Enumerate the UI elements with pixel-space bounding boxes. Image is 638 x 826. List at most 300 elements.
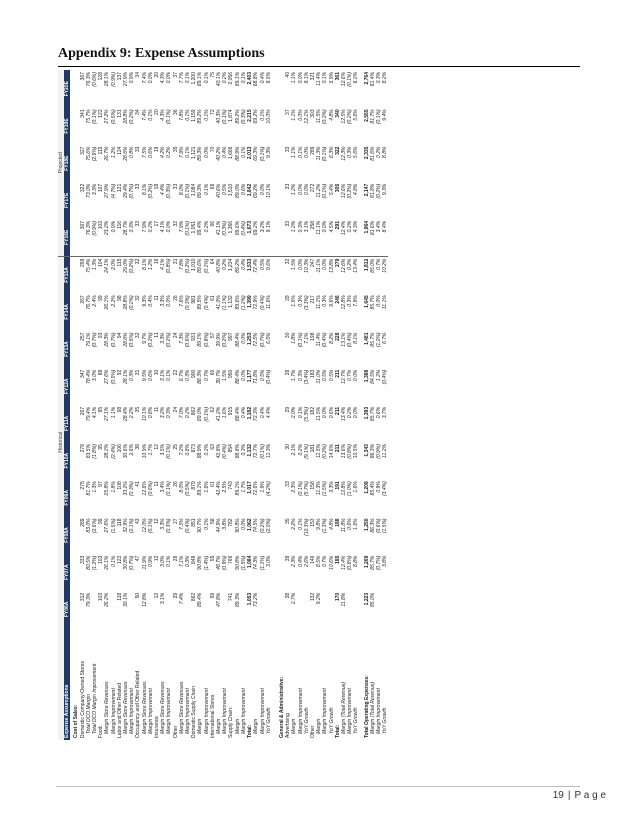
table-cell: 12.8% [340, 295, 347, 310]
table-cell: 8.8% [382, 146, 389, 158]
table-cell: 12.8% [141, 592, 148, 607]
table-cell: 0.9% [129, 72, 136, 84]
table-cell: 0.1% [297, 146, 304, 158]
table-cell: 24.1% [104, 258, 111, 273]
table-cell: 6.7% [382, 332, 389, 344]
table-cell: 0.1% [259, 109, 266, 121]
year-header: FY18E [64, 145, 70, 182]
table-cell: 3.0% [265, 555, 272, 568]
row-label: Margin Improvement [322, 688, 329, 734]
table-cell: 0.2% [222, 258, 229, 271]
table-cell: 25 [172, 444, 179, 450]
rotated-table-wrapper [58, 70, 580, 740]
table-cell: 0.3% [240, 444, 247, 456]
table-cell: (0.2%) [322, 444, 329, 459]
table-cell: 69.2% [253, 219, 259, 256]
table-cell: 3.1% [160, 369, 167, 382]
table-cell: 198 [309, 332, 316, 341]
table-cell: 1,481 [363, 332, 370, 346]
table-cell: 80.5% [85, 555, 92, 570]
table-cell: (0.1%) [185, 183, 192, 199]
table-cell: 70 [209, 146, 216, 153]
row-label: Margin (Total Revenue) [340, 681, 347, 734]
table-cell [276, 293, 285, 330]
table-cell: 63 [209, 444, 216, 450]
table-cell: 1,177 [247, 369, 254, 383]
table-cell: 26.2% [104, 592, 111, 607]
table-cell: (2.1%) [129, 518, 136, 534]
table-cell: 59 [209, 592, 216, 599]
table-cell: 1,010 [191, 258, 198, 272]
table-cell: 89.6% [235, 219, 241, 256]
table-cell: 118 [116, 592, 123, 601]
year-header: FY09A [64, 479, 70, 516]
table-cell: 0.0% [240, 369, 247, 382]
table-cell: 1,366 [228, 219, 234, 256]
row-label: Total: [334, 724, 341, 738]
table-cell: 62 [209, 406, 216, 413]
table-cell: (0.1%) [222, 109, 229, 125]
table-cell: 0.1% [203, 72, 210, 84]
table-cell: 1.8% [291, 332, 298, 344]
table-cell: 28.4% [123, 406, 130, 422]
table-cell: 873 [191, 444, 198, 453]
table-cell: 879 [191, 481, 198, 490]
row-label: Insurance [154, 716, 161, 738]
table-cell: 71.8% [253, 369, 260, 384]
table-cell: 33 [172, 183, 179, 190]
table-cell: (1.2%) [375, 332, 382, 348]
table-cell: 73.0% [85, 183, 92, 198]
table-cell: 89.6% [197, 258, 204, 273]
table-cell: 4.4% [265, 406, 272, 419]
table-cell: 33 [135, 146, 142, 153]
table-cell: 181 [309, 444, 316, 453]
table-cell: 92 [116, 369, 123, 376]
table-cell: 0.9% [147, 555, 154, 568]
table-cell: 95 [98, 444, 105, 450]
table-cell: (0.4%) [259, 295, 266, 311]
table-cell: 85.0% [369, 258, 376, 273]
table-cell: 28.6% [123, 146, 130, 161]
table-cell: 1,666 [228, 146, 235, 160]
table-cell: 0.3% [297, 369, 304, 382]
row-label: Labor and Other Related [116, 682, 123, 738]
table-cell: 217 [309, 295, 316, 304]
table-cell: 10 [154, 369, 161, 376]
table-cell: 12.8% [340, 481, 347, 496]
table-cell: 11.5% [316, 109, 323, 124]
table-cell: 19 [154, 146, 161, 153]
table-cell: 41.0% [216, 295, 223, 310]
table-cell: 58 [209, 518, 216, 524]
table-cell: 26.1% [104, 555, 111, 570]
table-cell: 7.4% [141, 72, 148, 84]
table-cell: 88 [98, 369, 105, 376]
table-cell: 0.0% [240, 332, 247, 344]
table-cell: 108 [116, 481, 123, 490]
table-cell: 11.1% [316, 219, 322, 256]
table-cell: 0.0% [353, 406, 360, 419]
table-cell: (0.2%) [129, 109, 136, 125]
table-cell: 1.1% [291, 109, 298, 121]
table-cell: 30.1% [123, 592, 130, 607]
table-cell: (3.4%) [303, 369, 310, 385]
table-cell: 303 [309, 109, 316, 118]
table-cell: 31 [135, 369, 142, 376]
table-cell: 0.6% [240, 183, 247, 196]
year-header: FY19E [64, 107, 70, 144]
table-cell: 2.7% [291, 592, 298, 605]
table-cell: 3.1% [160, 592, 167, 605]
table-cell: 0.9% [111, 219, 117, 256]
table-cell: 24 [172, 332, 179, 339]
table-cell: 1,343 [363, 444, 370, 457]
table-cell: 2,764 [363, 72, 370, 85]
table-cell: (1.8%) [92, 444, 99, 459]
table-cell: 2.1% [291, 444, 298, 456]
table-cell: (0.4%) [203, 295, 210, 311]
table-cell: 1,208 [363, 481, 370, 494]
table-cell: 7.0% [178, 406, 185, 419]
table-cell: 88.9% [234, 146, 241, 161]
table-cell [70, 516, 79, 553]
table-cell: 11.2% [316, 183, 323, 198]
table-cell: 85.7% [369, 406, 376, 422]
table-cell: 11.8% [340, 518, 347, 533]
table-cell: (3.4%) [382, 481, 389, 496]
table-cell: 9.3% [265, 146, 272, 158]
table-cell: 267 [79, 295, 86, 304]
table-cell: 72.6% [253, 481, 260, 496]
table-cell: 128 [98, 72, 105, 81]
table-cell: 23.2% [104, 219, 110, 256]
row-label: Supply Chain: [228, 706, 235, 738]
table-cell: 47 [135, 555, 142, 562]
table-cell: 289 [79, 518, 86, 527]
table-cell: 0.1% [166, 555, 173, 568]
table-cell: 12.4% [340, 555, 347, 570]
table-cell: 7.5% [141, 146, 148, 158]
table-cell: 42.8% [216, 444, 223, 459]
table-cell: (0.4%) [347, 332, 354, 348]
table-cell: 2,403 [247, 72, 254, 85]
row-label: Margin Improvement [147, 688, 154, 734]
table-cell: 1,510 [228, 183, 235, 197]
row-label: Margin Improvement [110, 688, 117, 734]
table-cell: 17 [154, 219, 160, 256]
table-cell: 38 [135, 444, 142, 450]
table-cell: 0.0% [297, 183, 304, 196]
table-cell: 8.1% [141, 183, 148, 196]
table-cell: 1.2% [147, 258, 154, 271]
table-cell: 86.3% [369, 518, 376, 533]
table-cell: 3.0% [160, 555, 167, 568]
table-cell: 0.3% [298, 219, 304, 256]
row-label: Margin [197, 718, 204, 734]
table-cell: 79.1% [85, 332, 92, 347]
table-cell: 11.1% [382, 295, 389, 310]
table-cell: 1,159 [191, 109, 198, 122]
table-cell [276, 145, 285, 182]
table-cell: 11.3% [265, 444, 272, 458]
table-cell: 1.1% [291, 146, 298, 158]
table-cell: 2,555 [363, 109, 370, 122]
table-cell: 88.3% [197, 369, 204, 384]
table-cell: (0.8%) [347, 444, 354, 459]
table-cell: 26 [172, 295, 179, 301]
table-cell: 862 [191, 592, 198, 602]
row-label: Margin Improvement [166, 688, 173, 734]
table-cell: 0.2% [204, 219, 210, 256]
table-cell: 88.9% [197, 444, 204, 459]
table-cell: 170 [334, 592, 341, 602]
table-cell: 11.3% [316, 146, 323, 161]
table-cell: 6.5% [265, 332, 272, 344]
table-cell: 0.7% [375, 258, 382, 271]
table-cell: 7.9% [142, 219, 148, 256]
table-cell: 33 [285, 146, 292, 153]
row-label: Margin Store Revenues [160, 681, 167, 734]
table-cell [70, 145, 79, 182]
table-cell: 1,388 [363, 369, 370, 383]
table-cell: 94 [116, 332, 123, 339]
table-cell: 13.6% [340, 444, 347, 459]
table-cell: 97 [98, 481, 105, 487]
table-cell: 2.5% [222, 481, 229, 493]
table-cell: (4.2%) [265, 481, 272, 496]
table-cell: 1.6% [353, 481, 360, 493]
table-cell: 99 [98, 518, 105, 524]
table-cell: 132 [309, 592, 316, 602]
row-label: Margin [291, 718, 298, 734]
table-cell: 27.1% [104, 406, 111, 422]
table-cell: 0.1% [322, 72, 329, 84]
table-cell: (0.2%) [147, 332, 154, 348]
table-cell: (0.4%) [265, 369, 272, 385]
table-cell: 81.8% [369, 183, 376, 198]
table-cell: 7.8% [178, 109, 185, 121]
table-cell: (0.3%) [185, 295, 192, 311]
table-cell: 0.2% [222, 72, 229, 84]
table-cell: 1,645 [363, 295, 370, 308]
table-cell: 0.4% [240, 406, 247, 419]
table-cell: (0.1%) [322, 183, 329, 199]
table-cell: 981 [191, 295, 198, 304]
table-cell: 299 [79, 258, 86, 267]
table-cell: 7.9% [353, 295, 360, 307]
table-cell: 8.2% [382, 72, 389, 84]
table-cell: 11.4% [316, 72, 323, 86]
table-cell: 89.3% [234, 592, 241, 607]
table-cell: 37 [285, 109, 292, 115]
table-cell: 37 [172, 72, 179, 78]
row-label: International Stores [209, 694, 216, 738]
table-cell: (0.7%) [92, 332, 99, 348]
table-cell: 89.4% [197, 219, 203, 256]
table-cell: (0.1%) [259, 444, 266, 459]
table-cell: 81.6% [370, 219, 376, 256]
table-cell: 50 [135, 592, 142, 599]
table-cell: 0.6% [347, 518, 354, 530]
table-cell: 12.6% [340, 72, 347, 87]
table-cell: 90.8% [234, 555, 241, 570]
table-cell: (0.1%) [92, 109, 99, 125]
table-cell: 89.0% [197, 406, 204, 422]
table-cell: 1,533 [247, 258, 254, 272]
table-cell: 7.8% [178, 258, 185, 271]
table-cell: 7.7% [178, 72, 185, 84]
table-cell: 0.2% [203, 444, 210, 456]
table-cell: 69.2% [253, 109, 260, 124]
table-cell: 0.3% [347, 146, 354, 158]
table-cell: 1,200 [191, 72, 198, 85]
row-label: Margin [316, 718, 323, 734]
table-cell [70, 331, 79, 368]
table-cell: (0.6%) [375, 518, 382, 534]
table-cell: 1.5% [291, 295, 298, 307]
table-cell: (0.1%) [147, 518, 154, 534]
table-cell: 0.0% [166, 295, 173, 307]
table-cell: 862 [191, 406, 198, 416]
table-cell: 90.8% [197, 555, 204, 570]
table-cell: 8.0% [178, 183, 185, 196]
table-cell: 3.2% [160, 406, 167, 419]
table-cell: 3.0% [92, 369, 99, 382]
title-rule [58, 66, 580, 67]
row-label: Other [172, 725, 179, 738]
table-cell: 1,399 [247, 295, 254, 308]
table-cell: 182 [309, 406, 316, 416]
table-cell: 4.3% [160, 109, 167, 121]
table-cell: 2.4% [92, 295, 99, 307]
table-cell: 85.7% [369, 555, 376, 570]
table-cell: 121 [116, 183, 123, 193]
table-cell: 0.1% [203, 518, 210, 530]
table-cell: (0.2%) [259, 518, 266, 534]
table-cell: 291 [335, 219, 341, 256]
table-cell: 72.3% [253, 406, 260, 422]
table-cell: 42.4% [216, 481, 223, 496]
table-cell: (1.1%) [259, 555, 266, 571]
table-cell: 89.5% [197, 295, 204, 310]
table-cell: 68 [209, 183, 216, 190]
table-cell: 367 [79, 72, 86, 81]
table-cell: (0.9%) [222, 555, 229, 571]
table-cell: 69.3% [253, 146, 260, 161]
table-cell: 7.4% [141, 109, 148, 121]
table-cell: 3.7% [382, 406, 389, 419]
table-cell: (0.2%) [185, 258, 192, 274]
table-cell: 931 [191, 332, 198, 341]
table-cell: 1,964 [364, 219, 370, 256]
group-historical: Historical [58, 256, 64, 628]
table-cell: 1.2% [375, 369, 382, 382]
table-cell: 10.1% [265, 183, 272, 198]
table-cell: 9.4% [382, 109, 389, 121]
table-cell: 0.3% [166, 406, 173, 419]
table-cell: 73.2% [253, 592, 260, 607]
row-label: Margin Improvement [185, 688, 192, 734]
table-cell: 10.6% [328, 555, 335, 570]
table-cell: (3.3%) [303, 295, 310, 311]
year-header: FY07A [64, 554, 70, 591]
table-cell: (0.6%) [185, 332, 192, 348]
table-cell: 35 [172, 146, 179, 153]
table-cell: 8.1% [141, 258, 148, 271]
table-cell: 191 [334, 481, 341, 490]
table-cell: 11 [154, 406, 161, 413]
table-cell: 0.8% [185, 444, 192, 456]
table-cell: 258 [310, 219, 316, 256]
table-cell: 40.2% [216, 146, 223, 161]
table-cell: 12 [154, 518, 161, 524]
table-cell: 146 [309, 555, 316, 564]
table-cell: 85.4% [369, 481, 376, 496]
table-cell: 1.2% [291, 183, 298, 196]
year-header: FY08A [64, 516, 70, 553]
table-cell: (0.2%) [222, 332, 229, 348]
table-cell: (1.5%) [110, 518, 117, 534]
year-header: FY13A [64, 331, 70, 368]
table-cell: 26 [172, 481, 179, 487]
table-cell: (1.5%) [322, 481, 329, 496]
table-cell: (0.2%) [322, 109, 329, 125]
table-cell: 47.8% [216, 592, 223, 607]
table-cell: 75.7% [85, 109, 92, 124]
table-cell: 40.3% [216, 109, 223, 124]
table-cell: 14.6% [328, 444, 335, 459]
table-cell: (0.3%) [166, 518, 173, 534]
table-cell: 915 [228, 406, 235, 416]
table-cell: 3.3% [328, 481, 335, 493]
table-cell: 18 [154, 183, 161, 190]
table-cell: 3.1% [304, 219, 310, 256]
table-cell: 8.4% [382, 219, 388, 256]
table-cell: (0.9%) [92, 219, 98, 256]
table-cell: 88.4% [234, 406, 241, 422]
table-cell: 1,812 [363, 258, 370, 272]
table-cell: 27.6% [104, 518, 111, 533]
table-cell: 7.2% [178, 444, 185, 456]
table-cell: 10.0% [265, 109, 272, 124]
table-cell: 89.6% [234, 295, 241, 310]
table-cell: 2,335 [363, 146, 370, 160]
table-cell: 247 [309, 258, 316, 267]
row-label: Advertising [285, 713, 292, 738]
table-cell: 64 [209, 258, 216, 265]
row-label: Domestic Company-Owned Stores [79, 661, 86, 738]
table-cell: 89.1% [197, 332, 204, 347]
table-cell: 131 [116, 109, 123, 118]
table-cell: 12.1% [303, 109, 310, 124]
table-cell: 0.1% [203, 109, 210, 121]
table-cell: (0.2%) [347, 183, 354, 199]
table-cell: 2.2% [291, 518, 298, 530]
table-cell: 8.1% [303, 72, 310, 84]
table-cell: 312 [79, 592, 86, 602]
table-cell: 79.4% [85, 406, 92, 422]
table-cell [70, 70, 79, 107]
table-cell: 0.1% [240, 72, 247, 84]
table-cell: 0.4% [259, 406, 266, 419]
table-cell: 257 [79, 332, 86, 341]
year-header: FY06A [64, 591, 70, 628]
row-label: Margin Improvement [375, 688, 382, 734]
table-cell: 103 [98, 219, 104, 256]
table-cell: 6.2% [353, 72, 360, 84]
table-cell: 305 [334, 183, 341, 193]
